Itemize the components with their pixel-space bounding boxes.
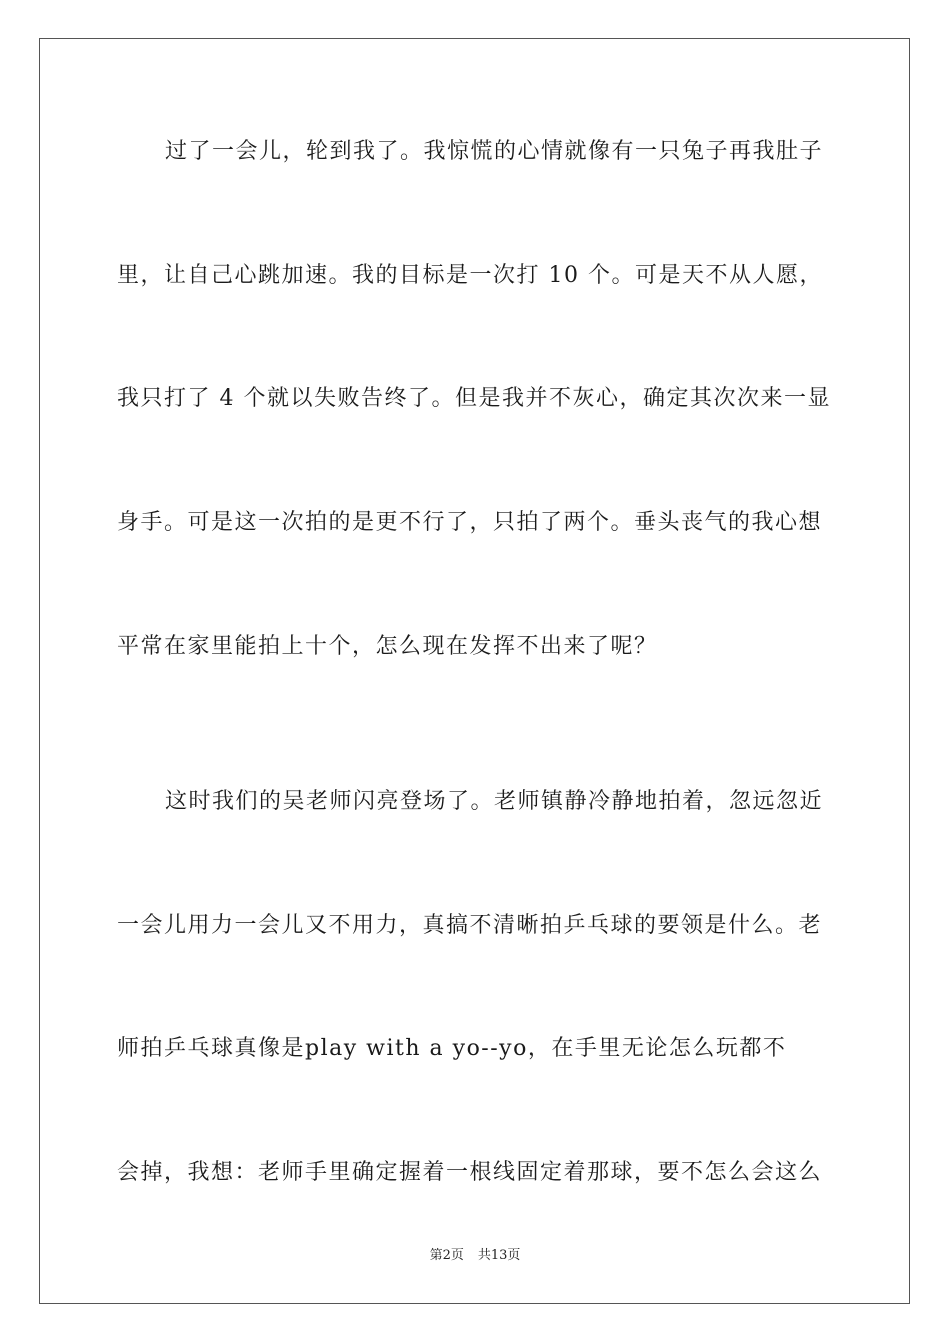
page-footer (0, 1247, 950, 1265)
paragraph-2-line-3: 师拍乒乓球真像是play with a yo--yo，在手里无论怎么玩都不 (117, 1036, 787, 1061)
paragraph-2-line-4: 会掉，我想：老师手里确定握着一根线固定着那球，要不怎么会这么 (117, 1160, 823, 1185)
paragraph-1-line-4: 身手。可是这一次拍的是更不行了，只拍了两个。垂头丧气的我心想 (117, 510, 823, 535)
paragraph-2-line-1: 这时我们的吴老师闪亮登场了。老师镇静冷静地拍着，忽远忽近 (165, 789, 824, 814)
paragraph-1-line-2: 里，让自己心跳加速。我的目标是一次打 10 个。可是天不从人愿， (117, 263, 823, 288)
page-border (39, 38, 910, 1304)
paragraph-1-line-1: 过了一会儿，轮到我了。我惊慌的心情就像有一只兔子再我肚子 (165, 139, 824, 164)
page-number-current: 第2页 (429, 1248, 464, 1263)
paragraph-1-line-3: 我只打了 4 个就以失败告终了。但是我并不灰心，确定其次次来一显 (117, 386, 831, 411)
paragraph-2-line-2: 一会儿用力一会儿又不用力，真搞不清晰拍乒乓球的要领是什么。老 (117, 913, 823, 938)
page-number-total: 共13页 (477, 1248, 521, 1263)
paragraph-1-line-5: 平常在家里能拍上十个，怎么现在发挥不出来了呢？ (117, 634, 658, 659)
